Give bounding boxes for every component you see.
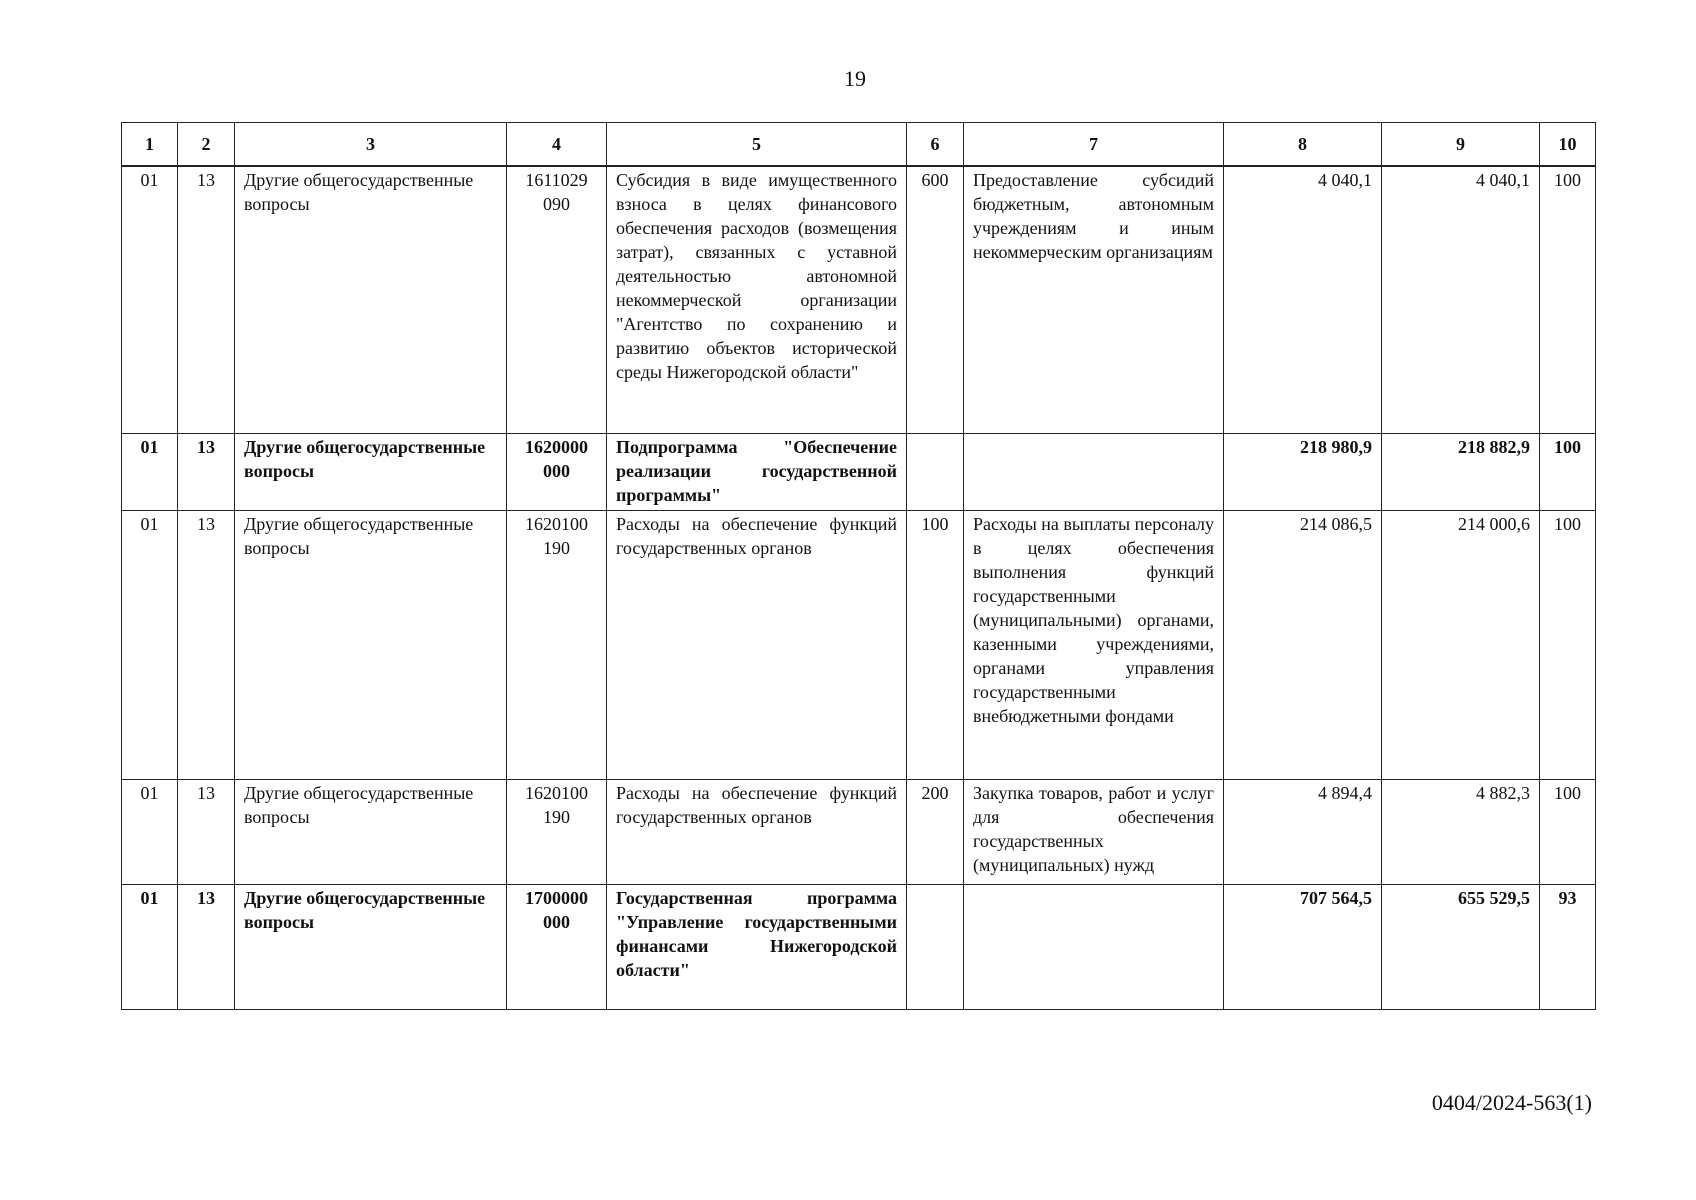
cell-expense-type [907, 434, 964, 511]
cell-subsection: 13 [178, 511, 235, 780]
cell-section-name: Другие общегосударственные вопросы [235, 780, 507, 885]
cell-planned: 707 564,5 [1224, 885, 1382, 1010]
cell-executed: 214 000,6 [1382, 511, 1540, 780]
header-col-1: 1 [122, 123, 178, 167]
budget-table [121, 122, 1596, 1010]
cell-expense-type: 600 [907, 166, 964, 434]
table-row [122, 434, 1596, 511]
cell-section: 01 [122, 434, 178, 511]
table-row [122, 166, 1596, 434]
header-col-2: 2 [178, 123, 235, 167]
cell-target-name: Государственная программа "Управление государственными финансами Нижегородской области" [607, 885, 907, 1010]
cell-target-code: 1620100 190 [507, 511, 607, 780]
cell-subsection: 13 [178, 166, 235, 434]
header-col-9: 9 [1382, 123, 1540, 167]
table-header-row [122, 123, 1596, 167]
header-col-4: 4 [507, 123, 607, 167]
cell-executed: 4 040,1 [1382, 166, 1540, 434]
cell-percent: 93 [1540, 885, 1596, 1010]
page-number: 19 [844, 66, 866, 91]
cell-percent: 100 [1540, 780, 1596, 885]
cell-expense-type: 100 [907, 511, 964, 780]
cell-expense-type [907, 885, 964, 1010]
cell-planned: 218 980,9 [1224, 434, 1382, 511]
cell-section-name: Другие общегосударственные вопросы [235, 166, 507, 434]
cell-target-name: Субсидия в виде имущественного взноса в целях финансового обеспечения расходов (возмещения затрат), связанных с уставной деятельностью автономной некоммерческой организации "Агентство по сохранению и развитию объектов исторической среды Нижегородской области" [607, 166, 907, 434]
cell-subsection: 13 [178, 780, 235, 885]
cell-expense-name [964, 434, 1224, 511]
header-col-7: 7 [964, 123, 1224, 167]
cell-target-code: 1620100 190 [507, 780, 607, 885]
table-row [122, 780, 1596, 885]
cell-section-name: Другие общегосударственные вопросы [235, 511, 507, 780]
cell-expense-name: Закупка товаров, работ и услуг для обеспечения государственных (муниципальных) нужд [964, 780, 1224, 885]
cell-target-code: 1611029 090 [507, 166, 607, 434]
cell-percent: 100 [1540, 166, 1596, 434]
cell-planned: 214 086,5 [1224, 511, 1382, 780]
cell-section-name: Другие общегосударственные вопросы [235, 885, 507, 1010]
table-row [122, 511, 1596, 780]
cell-target-name: Расходы на обеспечение функций государственных органов [607, 511, 907, 780]
cell-executed: 218 882,9 [1382, 434, 1540, 511]
cell-section: 01 [122, 885, 178, 1010]
cell-percent: 100 [1540, 511, 1596, 780]
cell-target-name: Подпрограмма "Обеспечение реализации государственной программы" [607, 434, 907, 511]
document-code: 0404/2024-563(1) [1431, 1090, 1592, 1115]
cell-executed: 4 882,3 [1382, 780, 1540, 885]
cell-subsection: 13 [178, 434, 235, 511]
cell-planned: 4 894,4 [1224, 780, 1382, 885]
cell-section-name: Другие общегосударственные вопросы [235, 434, 507, 511]
header-col-8: 8 [1224, 123, 1382, 167]
cell-subsection: 13 [178, 885, 235, 1010]
header-col-5: 5 [607, 123, 907, 167]
cell-target-code: 1620000 000 [507, 434, 607, 511]
cell-executed: 655 529,5 [1382, 885, 1540, 1010]
header-col-6: 6 [907, 123, 964, 167]
cell-expense-name: Предоставление субсидий бюджетным, автономным учреждениям и иным некоммерческим организациям [964, 166, 1224, 434]
cell-planned: 4 040,1 [1224, 166, 1382, 434]
cell-percent: 100 [1540, 434, 1596, 511]
header-col-3: 3 [235, 123, 507, 167]
cell-target-name: Расходы на обеспечение функций государственных органов [607, 780, 907, 885]
header-col-10: 10 [1540, 123, 1596, 167]
table-row [122, 885, 1596, 1010]
cell-expense-type: 200 [907, 780, 964, 885]
cell-expense-name [964, 885, 1224, 1010]
cell-section: 01 [122, 511, 178, 780]
cell-expense-name: Расходы на выплаты персоналу в целях обеспечения выполнения функций государственными (муниципальными) органами, казенными учреждениями, органами управления государственными внебюджетными фондами [964, 511, 1224, 780]
cell-target-code: 1700000 000 [507, 885, 607, 1010]
cell-section: 01 [122, 780, 178, 885]
cell-section: 01 [122, 166, 178, 434]
